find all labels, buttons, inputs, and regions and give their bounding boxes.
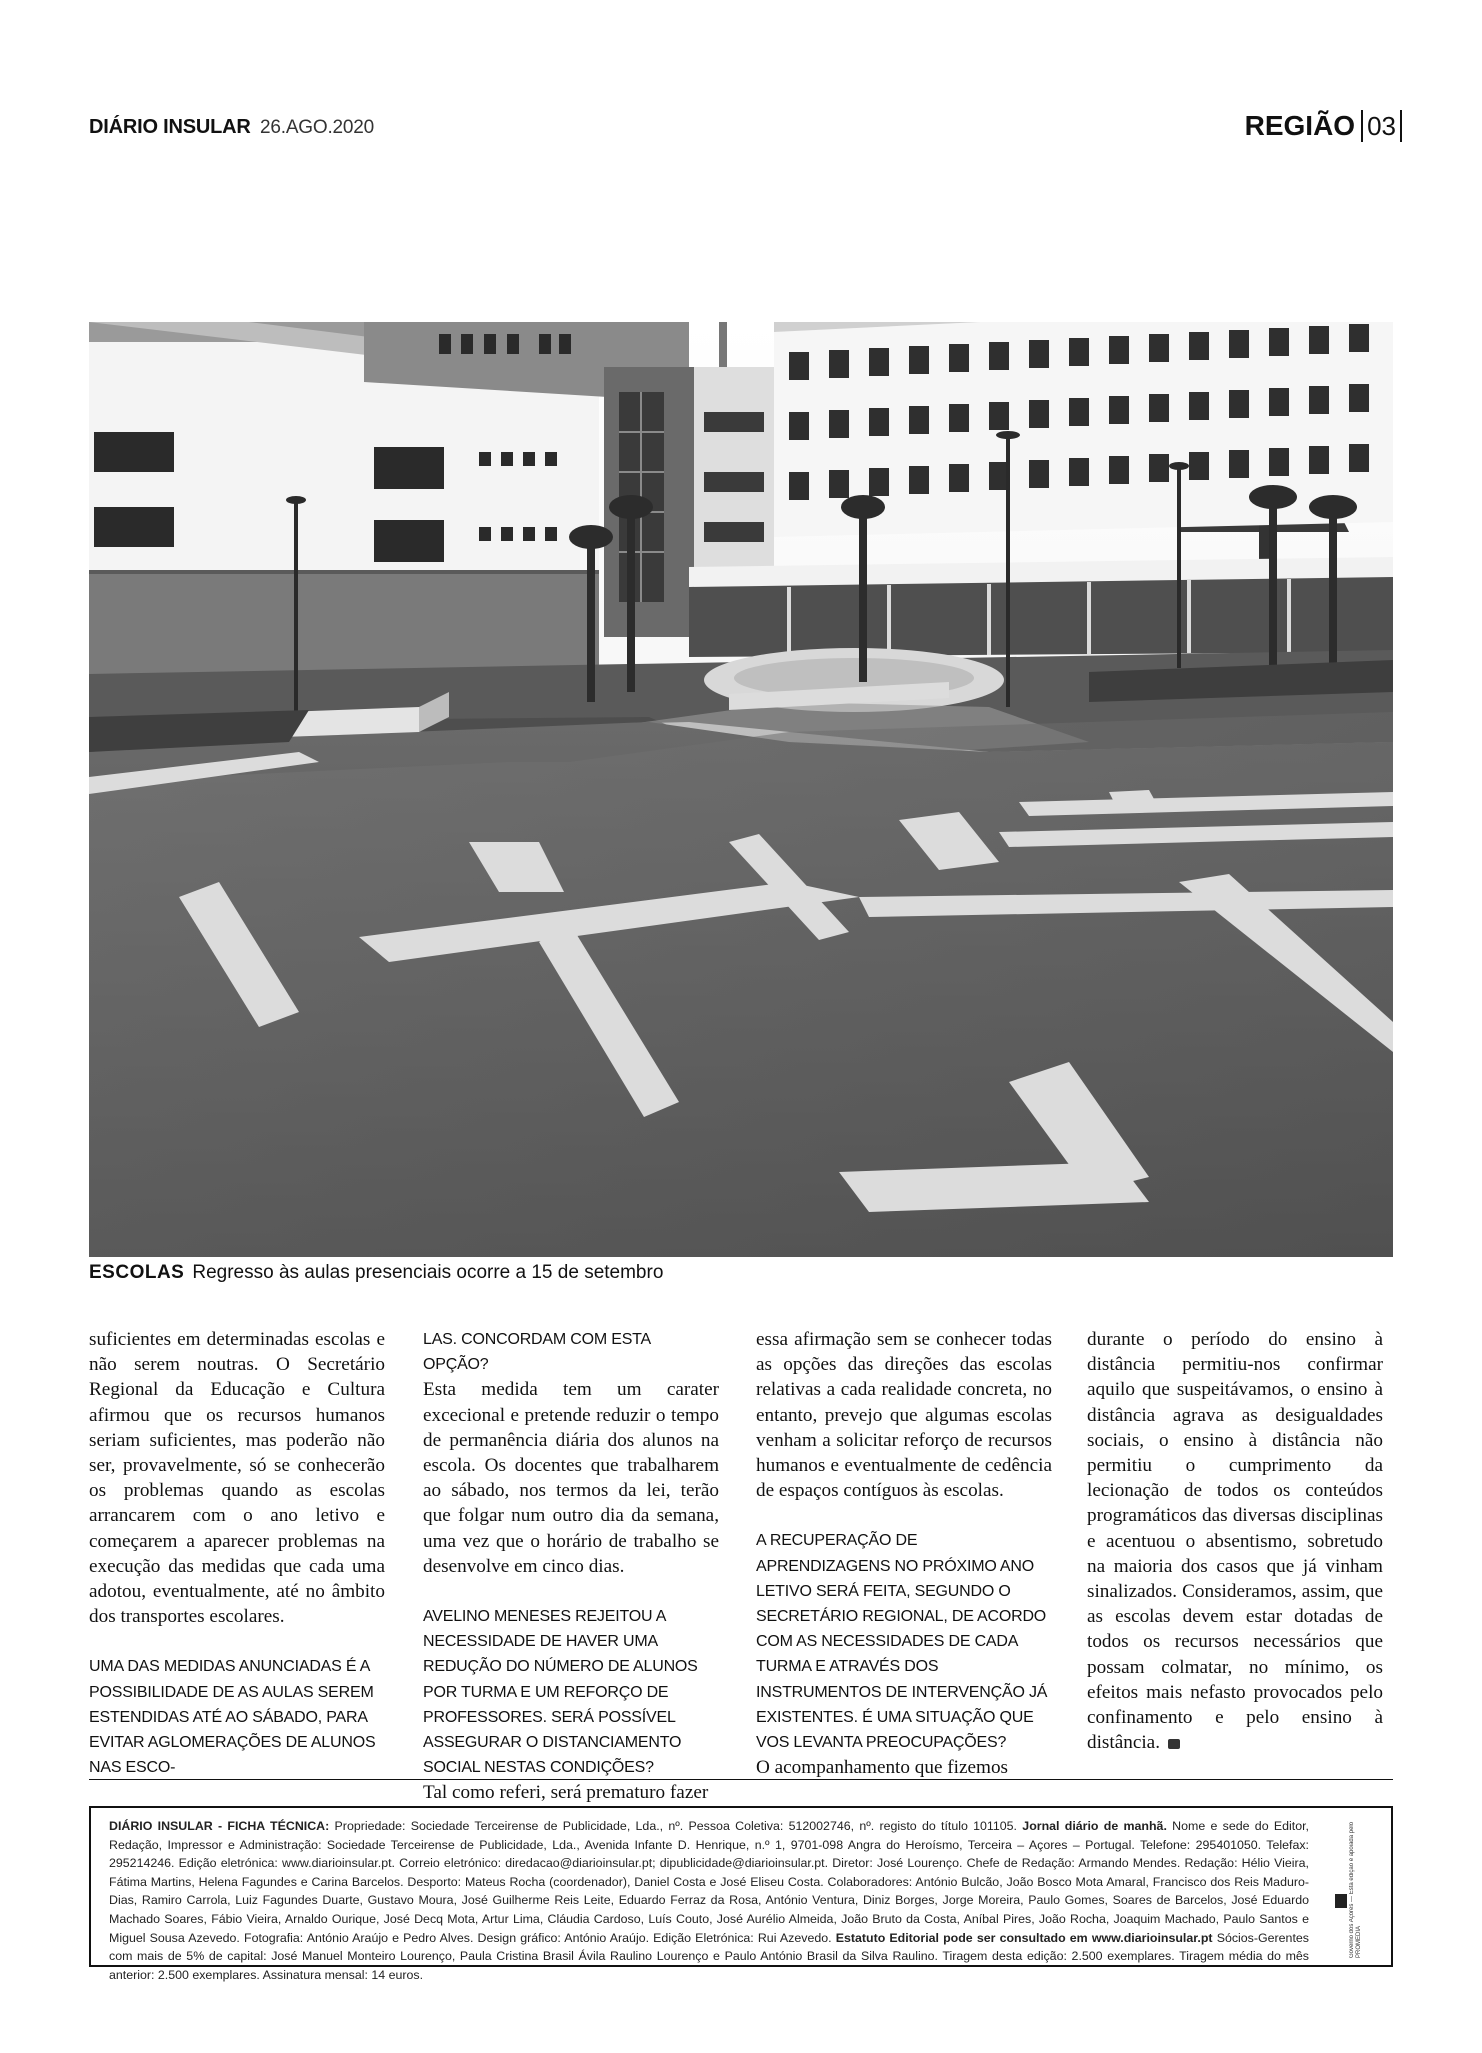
page-number: 03 [1367, 110, 1396, 141]
article-column-2 [423, 1327, 719, 1806]
technical-sheet-part2: Nome e sede do Editor, Redação, Impressor e Administração: Sociedade Terceirense de Publicidade, Lda., Avenida Infante D. Henrique, n.º 1, 9701-098 Angra do Heroísmo, Terceira – Açores – Portugal. Telefone: 295401050. Telefax: 295214246. Edição eletrónica: www.diarioinsular.pt. Correio eletrónico: diredacao@diarioinsular.pt; dipublicidade@diarioinsular.pt. Diretor: José Lourenço. Chefe de Redação: Armando Mendes. Redação: Hélio Vieira, Fátima Martins, Helena Fagundes e Carina Barcelos. Desporto: Mateus Rocha (coordenador), Daniel Costa e José Eliseu Costa. Colaboradores: António Bulcão, João Bosco Mota Amaral, Francisco dos Reis Maduro-Dias, Ramiro Carrola, Luiz Fagundes Duarte, Gustavo Moura, José Guilherme Reis Leite, Eduardo Ferraz da Rosa, António Ventura, Diniz Borges, Jorge Moreira, Paulo Gomes, Soares de Barcelos, José Eduardo Machado Soares, Fábio Vieira, Arnaldo Ourique, José Decq Mota, Artur Lima, Cláudia Cardoso, Luís Couto, José Aurélio Almeida, João Bruto da Costa, Aníbal Pires, João Rocha, Joaquim Machado, Paulo Santos e Miguel Sousa Azevedo. Fotografia: António Araújo e Pedro Alves. Design gráfico: António Araújo. Edição Eletrónica: Rui Azevedo. [109, 1819, 1309, 1945]
masthead [89, 116, 374, 139]
answer-paragraph: essa afirmação sem se conhecer todas as opções das direções das escolas relativas a cada realidade concreta, no entanto, prevejo que algumas escolas venham a solicitar reforço de recursos humanos e eventualmente de cedência de espaços contíguos às escolas. [756, 1329, 1052, 1502]
answer-paragraph: O acompanhamento que fizemos [756, 1757, 1009, 1779]
government-seal [1329, 1818, 1377, 1958]
paper-name: DIÁRIO INSULAR [89, 116, 251, 138]
end-of-article-icon [1168, 1739, 1180, 1749]
interview-question: LAS. CONCORDAM COM ESTA OPÇÃO? [423, 1331, 651, 1374]
answer-paragraph: suficientes em determinadas escolas e não serem noutras. O Secretário Regional da Educação e Cultura afirmou que os recursos humanos seriam suficientes, mas poderão não ser, provavelmente, só se conhecerão os problemas quando as escolas arrancarem com o ano letivo e começarem a aparecer problemas na execução das medidas que cada uma adotou, eventualmente, até no âmbito dos transportes escolares. [89, 1329, 385, 1628]
technical-sheet-title: DIÁRIO INSULAR - FICHA TÉCNICA: [109, 1819, 330, 1833]
paragraph-gap [423, 1579, 719, 1604]
photo-caption [89, 1262, 663, 1284]
section-divider-right [1400, 110, 1402, 142]
article-column-4 [1087, 1327, 1383, 1755]
technical-sheet-box [89, 1806, 1393, 1982]
article-body [89, 1327, 1393, 1804]
article-column-1 [89, 1327, 385, 1780]
technical-sheet-bold2: Estatuto Editorial pode ser consultado em www.diarioinsular.pt [835, 1930, 1213, 1945]
answer-paragraph [1087, 1327, 1383, 1755]
technical-sheet-part3: Sócios-Gerentes com mais de 5% de capital: José Manuel Monteiro Lourenço, Paula Cristina Brasil Ávila Raulino Lourenço e Paulo António Brasil da Silva Raulino. Tiragem desta edição: 2.500 exemplares. Tiragem média do mês anterior: 2.500 exemplares. Assinatura mensal: 14 euros. [109, 1930, 1309, 1982]
footer-divider [89, 1779, 1393, 1780]
interview-question: A RECUPERAÇÃO DE APRENDIZAGENS NO PRÓXIMO ANO LETIVO SERÁ FEITA, SEGUNDO O SECRETÁRIO REGIONAL, DE ACORDO COM AS NECESSIDADES DE CADA TURMA E ATRAVÉS DOS INSTRUMENTOS DE INTERVENÇÃO JÁ EXISTENTES. É UMA SITUAÇÃO QUE VOS LEVANTA PREOCUPAÇÕES? [756, 1532, 1048, 1752]
seal-text: Governo dos Açores — Esta edição é apoiada pelo PROMEDIA [1349, 1821, 1362, 1958]
technical-sheet-part1: Propriedade: Sociedade Terceirense de Publicidade, Lda., nº. Pessoa Coletiva: 512002746, nº. registo do título 101105. [334, 1819, 1018, 1833]
paragraph-gap [756, 1503, 1052, 1528]
issue-date: 26.AGO.2020 [260, 117, 375, 138]
section-header [1245, 110, 1402, 142]
technical-sheet-bold1: Jornal diário de manhã. [1022, 1819, 1167, 1833]
school-photo [89, 322, 1393, 1257]
caption-tag: ESCOLAS [89, 1262, 185, 1283]
school-photo-drawing [89, 322, 1393, 1257]
paragraph-gap [89, 1629, 385, 1654]
interview-question: UMA DAS MEDIDAS ANUNCIADAS É A POSSIBILIDADE DE AS AULAS SEREM ESTENDIDAS ATÉ AO SÁBADO, PARA EVITAR AGLOMERAÇÕES DE ALUNOS NAS ESCO- [89, 1658, 376, 1777]
interview-question: AVELINO MENESES REJEITOU A NECESSIDADE DE HAVER UMA REDUÇÃO DO NÚMERO DE ALUNOS POR TURMA E UM REFORÇO DE PROFESSORES. SERÁ POSSÍVEL ASSEGURAR O DISTANCIAMENTO SOCIAL NESTAS CONDIÇÕES? [423, 1608, 698, 1777]
answer-paragraph: Esta medida tem um carater excecional e pretende reduzir o tempo de permanência diária dos alunos na escola. Os docentes que trabalharem ao sábado, nos termos da lei, terão que folgar num outro dia da semana, uma vez que o horário de trabalho se desenvolve em cinco dias. [423, 1379, 719, 1577]
government-logo-icon [1335, 1894, 1347, 1908]
caption-text: Regresso às aulas presenciais ocorre a 15 de setembro [192, 1262, 664, 1283]
technical-sheet-text [109, 1817, 1309, 1984]
section-divider [1361, 110, 1363, 142]
section-title: REGIÃO [1244, 110, 1356, 141]
answer-paragraph: Tal como referi, será prematuro fazer [423, 1782, 709, 1804]
answer-text: durante o período do ensino à distância permitiu-nos confirmar aquilo que suspeitávamos, o ensino à distância agrava as desigualdades sociais, o ensino à distância não permitiu o cumprimento da lecionação de todos os conteúdos programáticos das diversas disciplinas e acentuou o absentismo, sobretudo na maioria dos casos que já vinham sinalizados. Consideramos, assim, que as escolas devem estar dotadas de todos os recursos necessários que possam colmatar, no mínimo, os efeitos mais nefasto provocados pelo confinamento e pelo ensino à distância. [1087, 1329, 1383, 1754]
article-column-3 [756, 1327, 1052, 1780]
